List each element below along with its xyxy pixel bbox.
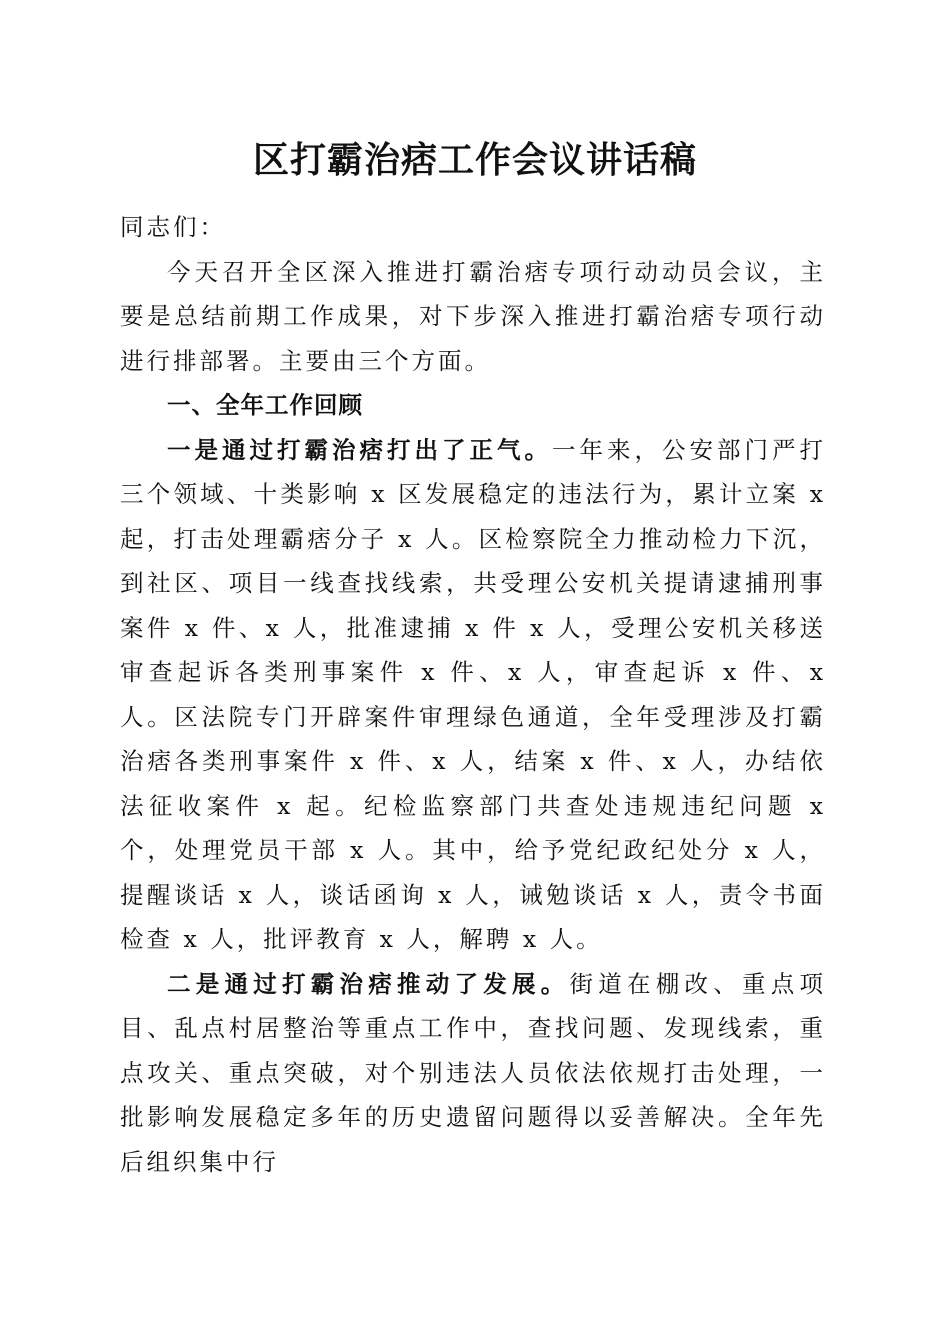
point-1-text: 一年来，公安部门严打三个领域、十类影响 x 区发展稳定的违法行为，累计立案 x 起，打击处理霸痞分子 x 人。区检察院全力推动检力下沉，到社区、项目一线查找线索，共受理公安机关提请逮捕刑事案件 x 件、x 人，批准逮捕 x 件 x 人，受理公安机关移送审查起诉各类刑事案件 x 件、x 人，审查起诉 x 件、x 人。区法院专门开辟案件审理绿色通道，全年受理涉及打霸治痞各类刑事案件 x 件、x 人，结案 x 件、x 人，办结依法征收案件 x 起。纪检监察部门共查处违规违纪问题 x 个，处理党员干部 x 人。其中，给予党纪政纪处分 x 人，提醒谈话 x 人，谈话函询 x 人，诫勉谈话 x 人，责令书面检查 x 人，批评教育 x 人，解聘 x 人。	[120, 435, 826, 953]
document-body	[120, 205, 826, 1184]
paragraph-point-1	[120, 428, 826, 962]
document-title: 区打霸治痞工作会议讲话稿	[252, 139, 697, 181]
section-heading: 一、全年工作回顾	[167, 391, 363, 419]
salutation: 同志们：	[120, 213, 226, 241]
point-2-text: 街道在棚改、重点项目、乱点村居整治等重点工作中，查找问题、发现线索，重点攻关、重点突破，对个别违法人员依法依规打击处理，一批影响发展稳定多年的历史遗留问题得以妥善解决。全年先后组织集中行	[120, 969, 826, 1176]
intro-paragraph: 今天召开全区深入推进打霸治痞专项行动动员会议，主要是总结前期工作成果，对下步深入推进打霸治痞专项行动进行排部署。主要由三个方面。	[120, 257, 826, 375]
point-2-lead: 二是通过打霸治痞推动了发展。	[167, 969, 570, 998]
paragraph-point-2	[120, 962, 826, 1185]
point-1-lead: 一是通过打霸治痞打出了正气。	[167, 435, 552, 464]
